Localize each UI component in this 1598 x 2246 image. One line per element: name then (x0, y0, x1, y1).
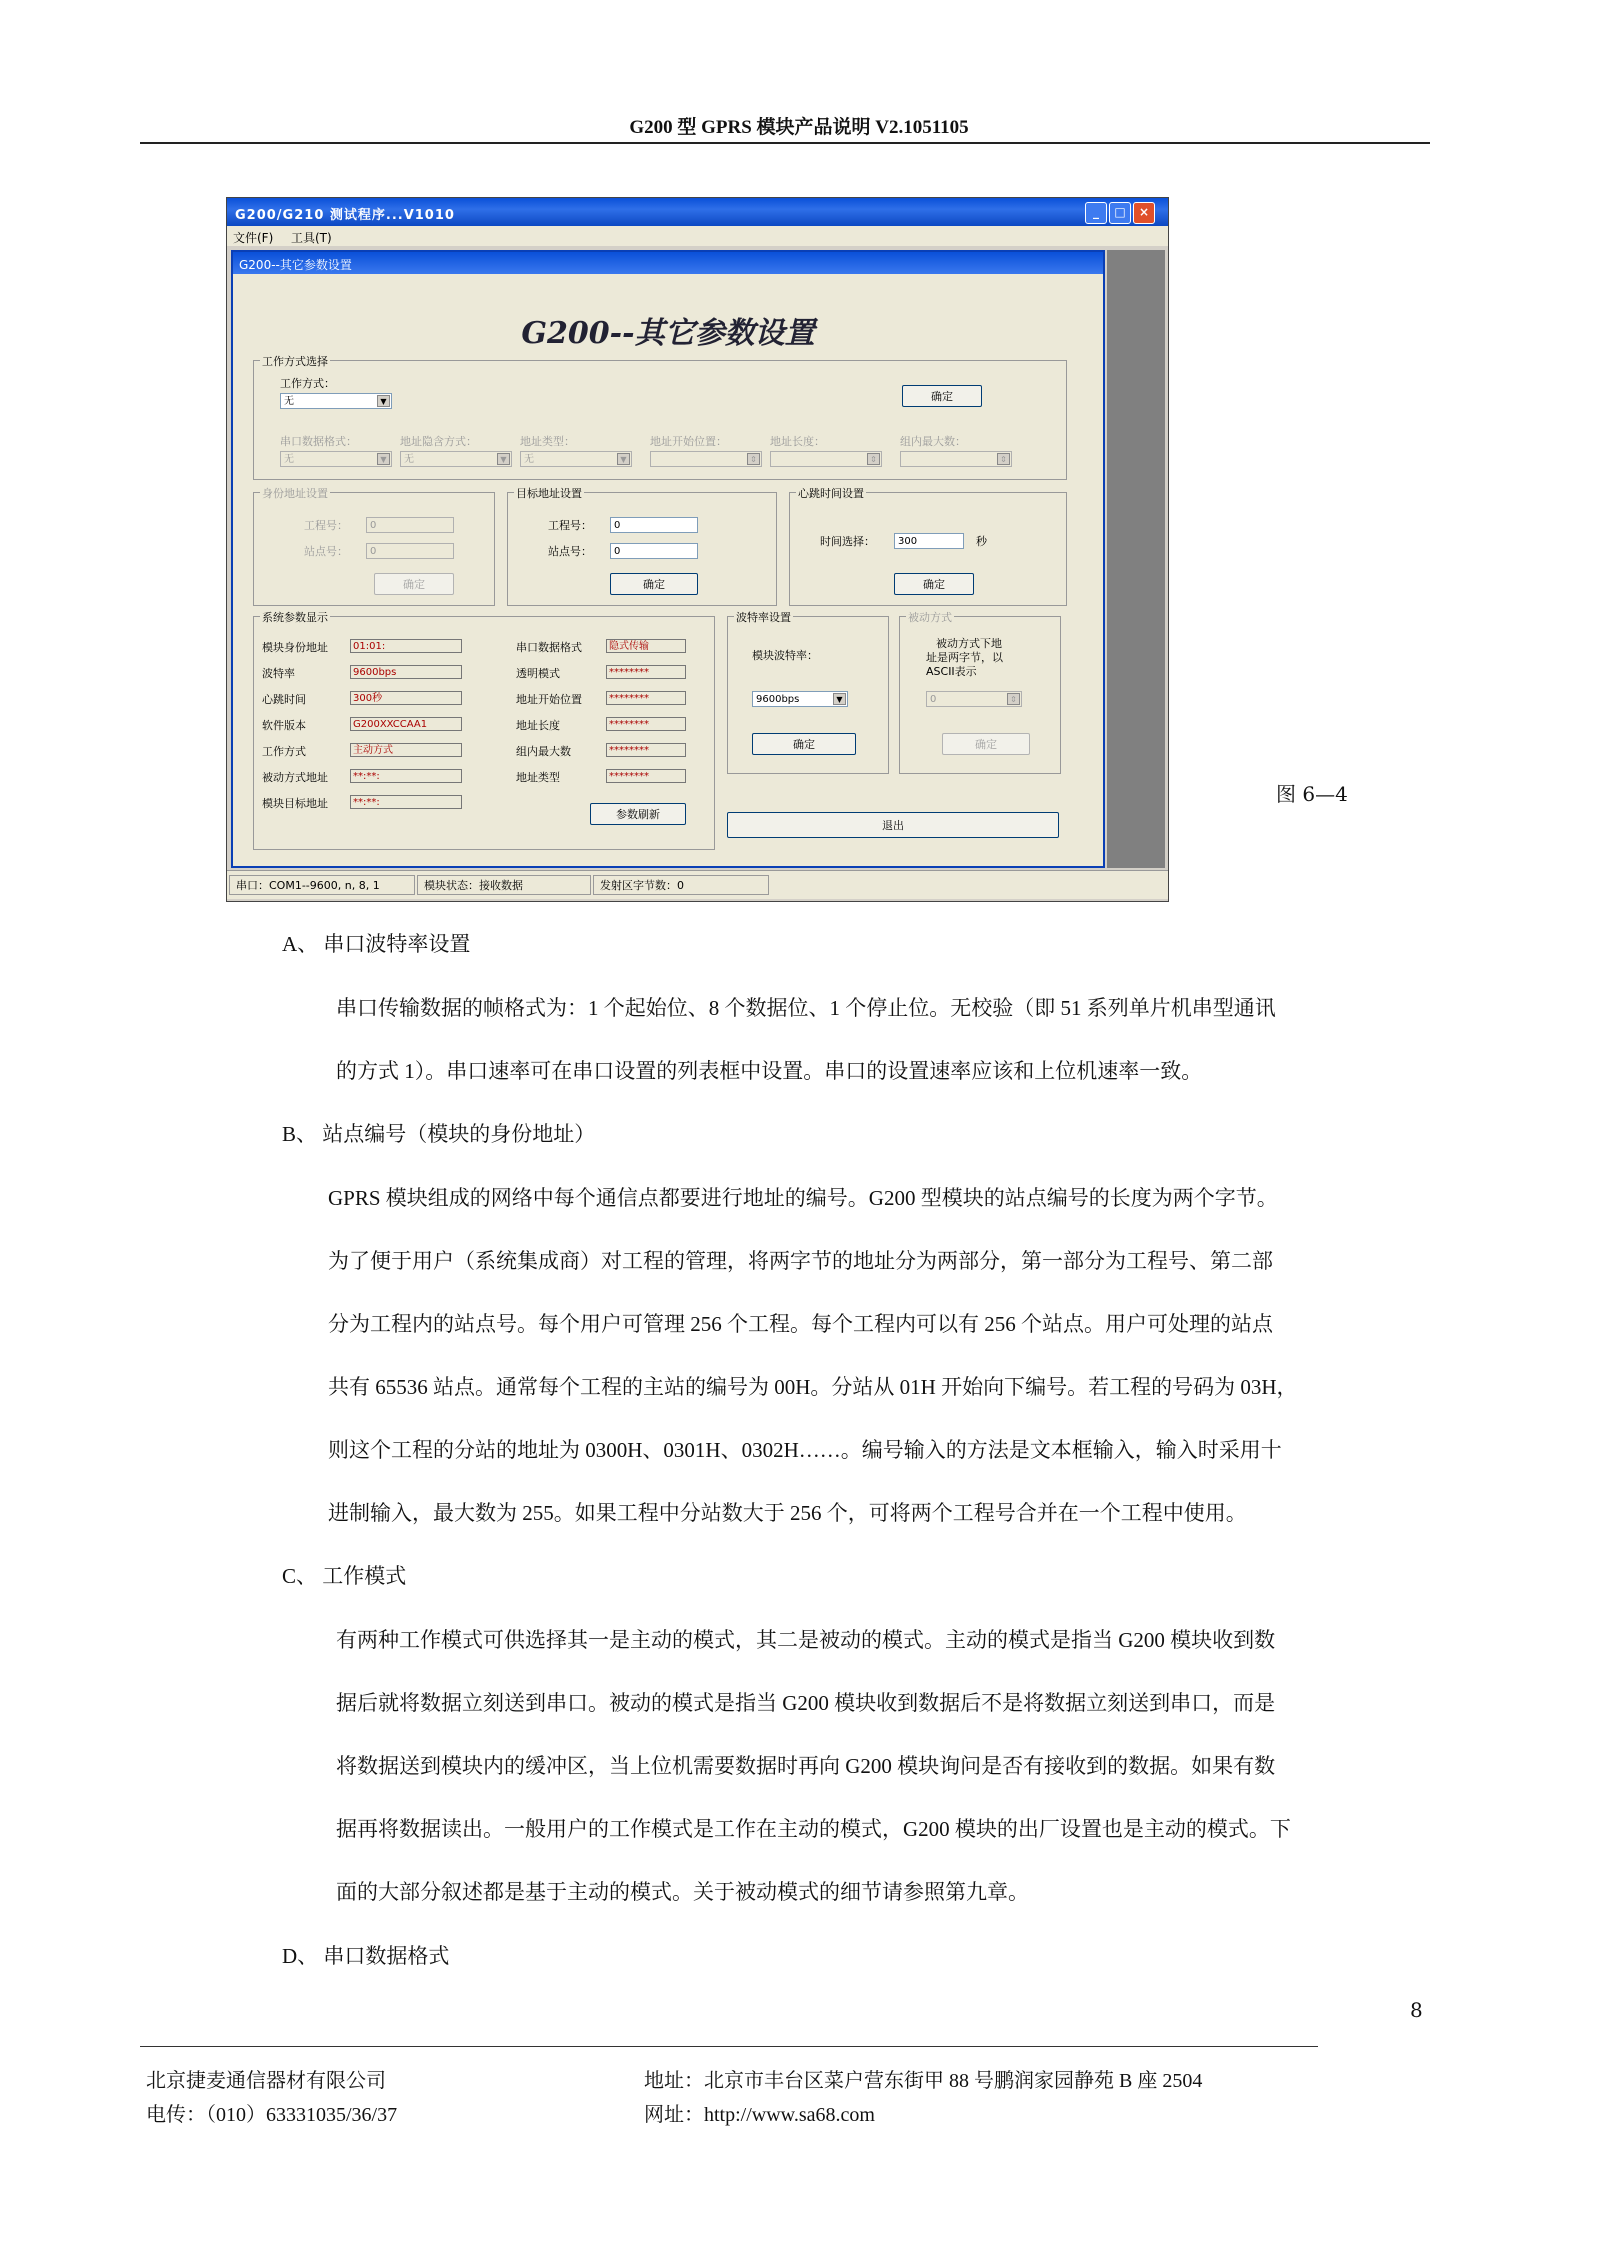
footer-company: 北京捷麦通信器材有限公司 (146, 2070, 386, 2092)
menubar (227, 226, 1168, 246)
baud-legend: 波特率设置 (736, 611, 791, 624)
field-label-address-length: 地址长度： (770, 435, 825, 448)
paragraph-line: 有两种工作模式可供选择其一是主动的模式，其二是被动的模式。主动的模式是指当 G200 模块收到数 (336, 1628, 1276, 1652)
figure-caption: 图 6—4 (1276, 782, 1348, 806)
address-hidden-value: 无 (404, 454, 414, 465)
app-titlebar (227, 198, 1168, 226)
paragraph-line: 共有 65536 站点。通常每个工程的主站的编号为 00H。分站从 01H 开始向下编号。若工程的号码为 03H， (328, 1375, 1298, 1399)
paragraph-line: 为了便于用户（系统集成商）对工程的管理，将两字节的地址分为两部分，第一部分为工程号、第二部 (328, 1249, 1273, 1273)
status-tx-bytes: 发射区字节数：0 (593, 875, 769, 895)
field-label-address-hidden: 地址隐含方式： (400, 435, 477, 448)
field-label-address-start: 地址开始位置： (650, 435, 727, 448)
identity-legend: 身份地址设置 (262, 487, 328, 500)
target-address-group (507, 487, 777, 606)
child-window (231, 250, 1105, 868)
heartbeat-time-input[interactable]: 300 (894, 533, 964, 549)
param-value: 01:01: (350, 639, 462, 653)
status-module: 模块状态：接收数据 (417, 875, 591, 895)
work-mode-value: 无 (284, 396, 294, 407)
param-value: ******** (606, 691, 686, 705)
param-label: 工作方式 (262, 745, 306, 758)
paragraph-line: 的方式 1）。串口速率可在串口设置的列表框中设置。串口的设置速率应该和上位机速率一致。 (336, 1059, 1203, 1083)
menu-tools[interactable]: 工具(T) (291, 231, 332, 245)
footer-rule (140, 2046, 1318, 2047)
work-mode-group (253, 355, 1067, 480)
field-label-group-max: 组内最大数： (900, 435, 966, 448)
child-window-title: G200--其它参数设置 (239, 258, 352, 272)
work-mode-confirm-button[interactable]: 确定 (902, 385, 982, 407)
target-station-input[interactable]: 0 (610, 543, 698, 559)
section-heading: B、 站点编号（模块的身份地址） (282, 1122, 596, 1146)
param-value: G200XXCCAA1 (350, 717, 462, 731)
serial-format-select[interactable] (280, 451, 392, 467)
param-label: 地址类型 (516, 771, 560, 784)
param-value: ******** (606, 743, 686, 757)
field-label-serial-format: 串口数据格式： (280, 435, 357, 448)
footer-phone: 电传：（010）63331035/36/37 (146, 2104, 398, 2126)
passive-legend: 被动方式 (908, 611, 952, 624)
param-value: ******** (606, 769, 686, 783)
param-value: ******** (606, 665, 686, 679)
address-type-value: 无 (524, 454, 534, 465)
system-params-group (253, 611, 715, 850)
spin-arrows-icon: ⇕ (747, 453, 760, 465)
baud-rate-group (727, 611, 889, 774)
work-mode-legend: 工作方式选择 (262, 355, 328, 368)
param-value: 主动方式 (350, 743, 462, 757)
identity-station-label: 站点号： (304, 545, 348, 558)
passive-note-line: ASCII表示 (926, 665, 977, 678)
menu-file[interactable]: 文件(F) (233, 231, 274, 245)
param-value: 9600bps (350, 665, 462, 679)
minimize-icon[interactable]: _ (1085, 202, 1107, 224)
baud-select[interactable] (752, 691, 848, 707)
target-station-label: 站点号： (548, 545, 592, 558)
passive-note-line: 址是两字节，以 (926, 651, 1003, 664)
param-label: 透明模式 (516, 667, 560, 680)
paragraph-line: 则这个工程的分站的地址为 0300H、0301H、0302H……。编号输入的方法是文本框输入，输入时采用十 (328, 1438, 1282, 1462)
paragraph-line: 分为工程内的站点号。每个用户可管理 256 个工程。每个工程内可以有 256 个站点。用户可处理的站点 (328, 1312, 1273, 1336)
passive-value: 0 (930, 694, 937, 705)
app-title: G200/G210 测试程序...V1010 (235, 208, 455, 223)
baud-value: 9600bps (756, 694, 800, 705)
address-type-select[interactable] (520, 451, 632, 467)
chevron-down-icon: ▼ (617, 453, 630, 465)
header-rule (140, 142, 1430, 144)
exit-button[interactable]: 退出 (727, 812, 1059, 838)
param-value: **:**: (350, 769, 462, 783)
heartbeat-confirm-button[interactable]: 确定 (894, 573, 974, 595)
identity-project-label: 工程号： (304, 519, 348, 532)
spin-arrows-icon: ⇕ (997, 453, 1010, 465)
statusbar (227, 870, 1168, 899)
section-heading: C、 工作模式 (282, 1564, 407, 1588)
paragraph-line: 将数据送到模块内的缓冲区，当上位机需要数据时再向 G200 模块询问是否有接收到的数据。如果有数 (336, 1754, 1276, 1778)
paragraph-line: 串口传输数据的帧格式为：1 个起始位、8 个数据位、1 个停止位。无校验（即 51 系列单片机串型通讯 (336, 996, 1276, 1020)
param-label: 地址长度 (516, 719, 560, 732)
baud-label: 模块波特率： (752, 649, 818, 662)
target-project-input[interactable]: 0 (610, 517, 698, 533)
chevron-down-icon: ▼ (377, 453, 390, 465)
section-heading: D、 串口数据格式 (282, 1944, 450, 1968)
paragraph-line: 面的大部分叙述都是基于主动的模式。关于被动模式的细节请参照第九章。 (336, 1880, 1029, 1904)
target-project-label: 工程号： (548, 519, 592, 532)
param-value: 隐式传输 (606, 639, 686, 653)
footer-address: 地址：北京市丰台区菜户营东街甲 88 号鹏润家园静苑 B 座 2504 (644, 2070, 1203, 2092)
baud-confirm-button[interactable]: 确定 (752, 733, 856, 755)
spin-arrows-icon: ⇕ (1007, 693, 1020, 705)
paragraph-line: GPRS 模块组成的网络中每个通信点都要进行地址的编号。G200 型模块的站点编号的长度为两个字节。 (328, 1186, 1278, 1210)
status-port: 串口：COM1--9600, n, 8, 1 (229, 875, 415, 895)
identity-project-input[interactable]: 0 (366, 517, 454, 533)
passive-stepper[interactable] (926, 691, 1022, 707)
passive-mode-group (899, 611, 1061, 774)
param-label: 软件版本 (262, 719, 306, 732)
target-confirm-button[interactable]: 确定 (610, 573, 698, 595)
chevron-down-icon[interactable]: ▼ (377, 395, 390, 407)
param-label: 波特率 (262, 667, 295, 680)
param-label: 被动方式地址 (262, 771, 328, 784)
identity-station-input[interactable]: 0 (366, 543, 454, 559)
address-hidden-select[interactable] (400, 451, 512, 467)
param-value: ******** (606, 717, 686, 731)
chevron-down-icon: ▼ (497, 453, 510, 465)
serial-format-value: 无 (284, 454, 294, 465)
param-label: 心跳时间 (262, 693, 306, 706)
paragraph-line: 据再将数据读出。一般用户的工作模式是工作在主动的模式，G200 模块的出厂设置也是主动的模式。下 (336, 1817, 1291, 1841)
group-max-stepper[interactable] (900, 451, 1012, 467)
address-length-stepper[interactable] (770, 451, 882, 467)
param-label: 模块身份地址 (262, 641, 328, 654)
mdi-background (1107, 250, 1165, 868)
param-value: 300秒 (350, 691, 462, 705)
footer-website: 网址：http://www.sa68.com (644, 2104, 875, 2126)
page-number: 8 (1410, 1998, 1423, 2022)
spin-arrows-icon: ⇕ (867, 453, 880, 465)
section-heading: A、 串口波特率设置 (282, 932, 471, 956)
heartbeat-legend: 心跳时间设置 (798, 487, 864, 500)
target-legend: 目标地址设置 (516, 487, 582, 500)
address-start-stepper[interactable] (650, 451, 762, 467)
param-label: 模块目标地址 (262, 797, 328, 810)
passive-note-line: 被动方式下地 (936, 637, 1002, 650)
work-mode-select[interactable] (280, 393, 392, 409)
page-header-title: G200 型 GPRS 模块产品说明 V2.1051105 (629, 117, 969, 138)
param-label: 组内最大数 (516, 745, 571, 758)
param-label: 串口数据格式 (516, 641, 582, 654)
param-label: 地址开始位置 (516, 693, 582, 706)
paragraph-line: 据后就将数据立刻送到串口。被动的模式是指当 G200 模块收到数据后不是将数据立刻送到串口，而是 (336, 1691, 1276, 1715)
close-icon[interactable]: × (1133, 202, 1155, 224)
heartbeat-time-label: 时间选择： (820, 535, 875, 548)
chevron-down-icon[interactable]: ▼ (833, 693, 846, 705)
field-label-address-type: 地址类型： (520, 435, 575, 448)
dialog-heading: G200--其它参数设置 (521, 316, 815, 351)
param-value: **:**: (350, 795, 462, 809)
heartbeat-unit: 秒 (976, 535, 987, 548)
paragraph-line: 进制输入，最大数为 255。如果工程中分站数大于 256 个，可将两个工程号合并在一个工程中使用。 (328, 1501, 1247, 1525)
child-titlebar (233, 252, 1103, 274)
refresh-params-button[interactable]: 参数刷新 (590, 803, 686, 825)
identity-confirm-button[interactable]: 确定 (374, 573, 454, 595)
work-mode-label: 工作方式： (280, 377, 335, 390)
passive-confirm-button[interactable]: 确定 (942, 733, 1030, 755)
heartbeat-group (789, 487, 1067, 606)
figure-screenshot (226, 197, 1169, 902)
identity-address-group (253, 487, 495, 606)
maximize-icon[interactable]: □ (1109, 202, 1131, 224)
system-params-legend: 系统参数显示 (262, 611, 328, 624)
